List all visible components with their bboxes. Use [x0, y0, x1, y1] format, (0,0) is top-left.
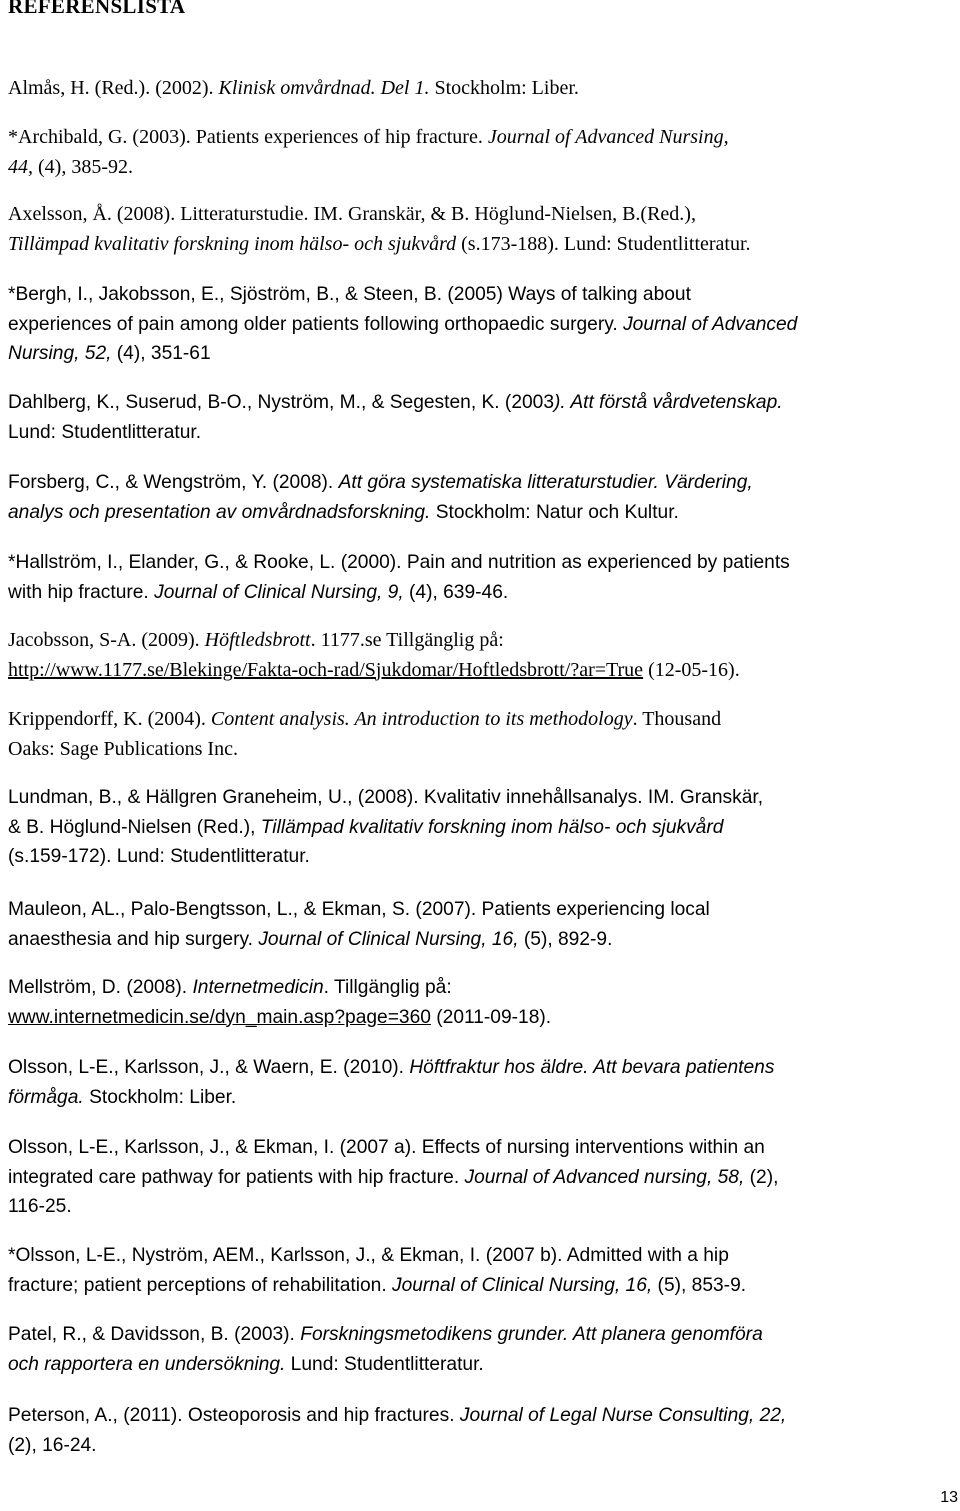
- reference-italic-text: Höftfraktur hos äldre. Att bevara patientens: [409, 1057, 775, 1078]
- reference-line: [8, 280, 952, 310]
- reference-entry: [8, 280, 952, 369]
- reference-text: Olsson, L-E., Karlsson, J., & Ekman, I. (2007 a). Effects of nursing interventions within an: [8, 1137, 765, 1158]
- reference-line: [8, 578, 952, 608]
- reference-text: Olsson, L-E., Karlsson, J., & Waern, E. (2010).: [8, 1057, 410, 1078]
- reference-line: [8, 813, 952, 843]
- reference-line: [8, 1271, 952, 1301]
- reference-line: [8, 783, 952, 813]
- reference-text: . 1177.se Tillgänglig på:: [310, 629, 504, 651]
- reference-text: with hip fracture.: [8, 581, 155, 603]
- reference-line: [8, 548, 952, 578]
- reference-italic-text: Journal of Clinical Nursing, 16,: [258, 928, 519, 950]
- reference-line: [8, 842, 952, 872]
- reference-entry: [8, 548, 952, 607]
- reference-line: [8, 388, 952, 418]
- reference-text: Axelsson, Å. (2008). Litteraturstudie. IM. Granskär, & B. Höglund-Nielsen, B.(Red.),: [8, 203, 696, 225]
- reference-entry: [8, 705, 952, 764]
- reference-italic-text: Journal of Advanced: [623, 313, 798, 335]
- reference-text: . Tillgänglig på:: [323, 977, 452, 998]
- reference-line: [8, 1320, 952, 1350]
- reference-entry: [8, 1401, 952, 1460]
- reference-italic-text: Internetmedicin: [192, 977, 324, 998]
- reference-text: Stockholm: Natur och Kultur.: [430, 501, 679, 523]
- reference-text: (4), 351-61: [111, 343, 211, 364]
- reference-italic-text: Nursing, 52,: [8, 343, 112, 364]
- reference-line: [8, 310, 952, 340]
- reference-text: Stockholm: Liber.: [83, 1086, 237, 1108]
- reference-italic-text: Höftledsbrott: [204, 629, 311, 651]
- reference-text: (5), 853-9.: [652, 1274, 747, 1296]
- reference-text: Lund: Studentlitteratur.: [8, 421, 202, 443]
- reference-entry: [8, 973, 952, 1032]
- reference-italic-text: Forskningsmetodikens grunder. Att planera genomföra: [300, 1324, 763, 1345]
- reference-text: experiences of pain among older patients following orthopaedic surgery.: [8, 313, 624, 335]
- reference-italic-text: Att göra systematiska litteraturstudier. Värdering,: [338, 472, 753, 493]
- reference-line: [8, 200, 952, 230]
- reference-entry: [8, 200, 952, 259]
- page-heading: REFERENSLISTA: [8, 0, 186, 18]
- reference-text: Almås, H. (Red.). (2002).: [8, 77, 219, 99]
- reference-text: (5), 892-9.: [518, 928, 613, 950]
- reference-line: [8, 339, 952, 369]
- page-number: 13: [940, 1489, 958, 1506]
- reference-text: (s.159-172). Lund: Studentlitteratur.: [8, 846, 310, 867]
- reference-entry: [8, 783, 952, 872]
- reference-line: [8, 895, 952, 925]
- reference-line: [8, 123, 952, 153]
- reference-text: Stockholm: Liber.: [429, 77, 579, 99]
- reference-text: Patel, R., & Davidsson, B. (2003).: [8, 1324, 301, 1345]
- reference-text: (2),: [744, 1166, 779, 1188]
- reference-line: [8, 1003, 952, 1033]
- reference-entry: [8, 895, 952, 954]
- reference-line: [8, 925, 952, 955]
- reference-italic-text: förmåga.: [8, 1086, 84, 1108]
- reference-text: . Thousand: [632, 708, 722, 730]
- reference-text: *Bergh, I., Jakobsson, E., Sjöström, B., & Steen, B. (2005) Ways of talking about: [8, 284, 691, 305]
- reference-entry: [8, 74, 952, 104]
- reference-line: [8, 153, 952, 183]
- reference-entry: [8, 1241, 952, 1300]
- reference-line: [8, 1241, 952, 1271]
- reference-line: [8, 1350, 952, 1380]
- reference-link[interactable]: www.internetmedicin.se/dyn_main.asp?page=360: [8, 1006, 431, 1028]
- reference-italic-text: Journal of Advanced nursing, 58,: [464, 1166, 745, 1188]
- reference-italic-text: Tillämpad kvalitativ forskning inom hälso- och sjukvård: [260, 816, 724, 838]
- reference-line: [8, 1163, 952, 1193]
- reference-italic-text: och rapportera en undersökning.: [8, 1353, 286, 1375]
- reference-line: [8, 1083, 952, 1113]
- reference-line: [8, 498, 952, 528]
- reference-italic-text: Journal of Advanced Nursing,: [487, 126, 729, 148]
- reference-text: (2), 16-24.: [8, 1434, 97, 1456]
- reference-italic-text: Klinisk omvårdnad. Del 1.: [218, 77, 430, 99]
- reference-text: Lund: Studentlitteratur.: [285, 1353, 484, 1375]
- reference-line: [8, 626, 952, 656]
- reference-text: fracture; patient perceptions of rehabilitation.: [8, 1274, 392, 1296]
- reference-text: Dahlberg, K., Suserud, B-O., Nyström, M., & Segesten, K. (2003: [8, 392, 555, 413]
- reference-text: Mellström, D. (2008).: [8, 977, 193, 998]
- reference-entry: [8, 388, 952, 447]
- reference-line: [8, 1401, 952, 1431]
- reference-text: Peterson, A., (2011). Osteoporosis and hip fractures.: [8, 1405, 460, 1426]
- reference-entry: [8, 626, 952, 685]
- reference-italic-text: analys och presentation av omvårdnadsforskning.: [8, 501, 431, 523]
- reference-text: Jacobsson, S-A. (2009).: [8, 629, 205, 651]
- reference-line: [8, 1133, 952, 1163]
- reference-entry: [8, 468, 952, 527]
- reference-italic-text: Journal of Clinical Nursing, 16,: [391, 1274, 653, 1296]
- reference-line: [8, 1431, 952, 1461]
- reference-italic-text: 44,: [8, 155, 33, 178]
- reference-text: integrated care pathway for patients with hip fracture.: [8, 1166, 465, 1188]
- reference-entry: [8, 1133, 952, 1222]
- reference-line: [8, 735, 952, 765]
- reference-text: *Hallström, I., Elander, G., & Rooke, L. (2000). Pain and nutrition as experienced by patients: [8, 552, 790, 573]
- reference-text: (4), 639-46.: [403, 581, 509, 603]
- reference-text: (s.173-188). Lund: Studentlitteratur.: [456, 232, 751, 255]
- reference-line: [8, 74, 952, 104]
- reference-line: [8, 656, 952, 686]
- reference-italic-text: Content analysis. An introduction to its methodology: [210, 708, 633, 730]
- reference-text: *Archibald, G. (2003). Patients experiences of hip fracture.: [8, 126, 488, 148]
- reference-text: *Olsson, L-E., Nyström, AEM., Karlsson, J., & Ekman, I. (2007 b). Admitted with a hip: [8, 1245, 729, 1266]
- reference-text: Mauleon, AL., Palo-Bengtsson, L., & Ekman, S. (2007). Patients experiencing local: [8, 899, 710, 920]
- reference-text: Forsberg, C., & Wengström, Y. (2008).: [8, 472, 339, 493]
- reference-entry: [8, 1320, 952, 1379]
- reference-entry: [8, 1053, 952, 1112]
- reference-text: (12-05-16).: [643, 658, 740, 681]
- reference-link[interactable]: http://www.1177.se/Blekinge/Fakta-och-rad/Sjukdomar/Hoftledsbrott/?ar=True: [8, 658, 644, 681]
- reference-text: Lundman, B., & Hällgren Graneheim, U., (2008). Kvalitativ innehållsanalys. IM. Granskär,: [8, 787, 764, 808]
- reference-text: (2011-09-18).: [430, 1006, 552, 1028]
- reference-text: Krippendorff, K. (2004).: [8, 708, 211, 730]
- reference-italic-text: ). Att förstå vårdvetenskap.: [554, 392, 783, 413]
- reference-line: [8, 973, 952, 1003]
- reference-line: [8, 468, 952, 498]
- reference-italic-text: Journal of Clinical Nursing, 9,: [154, 581, 404, 603]
- reference-text: anaesthesia and hip surgery.: [8, 928, 259, 950]
- reference-line: [8, 705, 952, 735]
- reference-text: 116-25.: [8, 1196, 72, 1217]
- reference-text: (4), 385-92.: [33, 155, 133, 178]
- reference-line: [8, 230, 952, 260]
- reference-italic-text: Journal of Legal Nurse Consulting, 22,: [459, 1405, 787, 1426]
- reference-italic-text: Tillämpad kvalitativ forskning inom hälso- och sjukvård: [8, 232, 457, 255]
- reference-text: & B. Höglund-Nielsen (Red.),: [8, 816, 261, 838]
- reference-line: [8, 418, 952, 448]
- reference-entry: [8, 123, 952, 182]
- reference-line: [8, 1192, 952, 1222]
- reference-line: [8, 1053, 952, 1083]
- reference-text: Oaks: Sage Publications Inc.: [8, 737, 238, 760]
